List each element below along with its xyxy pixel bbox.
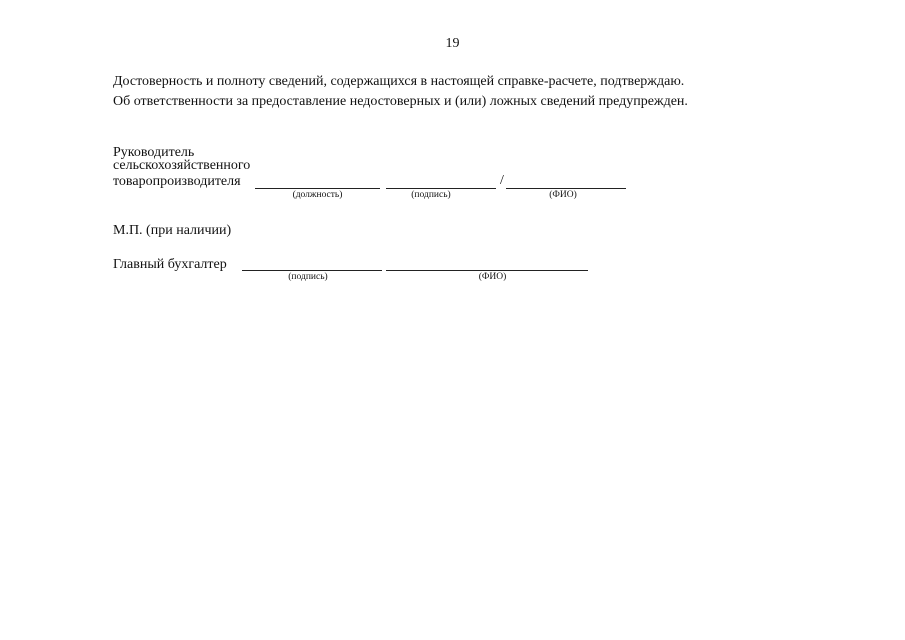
- caption-head-signature: (подпись): [411, 190, 451, 200]
- accountant-signature-line: [242, 270, 382, 271]
- position-signature-line: [255, 188, 380, 189]
- caption-accountant-signature: (подпись): [288, 272, 328, 282]
- statement-line-2: Об ответственности за предоставление недостоверных и (или) ложных сведений предупрежден.: [113, 94, 688, 109]
- caption-accountant-name: (ФИО): [478, 272, 507, 282]
- seal-label: М.П. (при наличии): [113, 223, 232, 238]
- statement-line-1: Достоверность и полноту сведений, содержащихся в настоящей справке-расчете, подтверждаю.: [113, 74, 685, 89]
- head-title-line-2: сельскохозяйственного: [113, 158, 251, 173]
- accountant-title: Главный бухгалтер: [113, 257, 227, 272]
- accountant-name-line: [386, 270, 588, 271]
- head-title-line-1: Руководитель: [113, 145, 195, 160]
- head-title-line-3: товаропроизводителя: [113, 174, 241, 189]
- name-separator: /: [500, 173, 504, 188]
- head-name-line: [506, 188, 626, 189]
- caption-head-name: (ФИО): [549, 190, 577, 200]
- page-number: 19: [445, 36, 460, 51]
- head-signature-line: [386, 188, 496, 189]
- caption-position: (должность): [292, 190, 343, 200]
